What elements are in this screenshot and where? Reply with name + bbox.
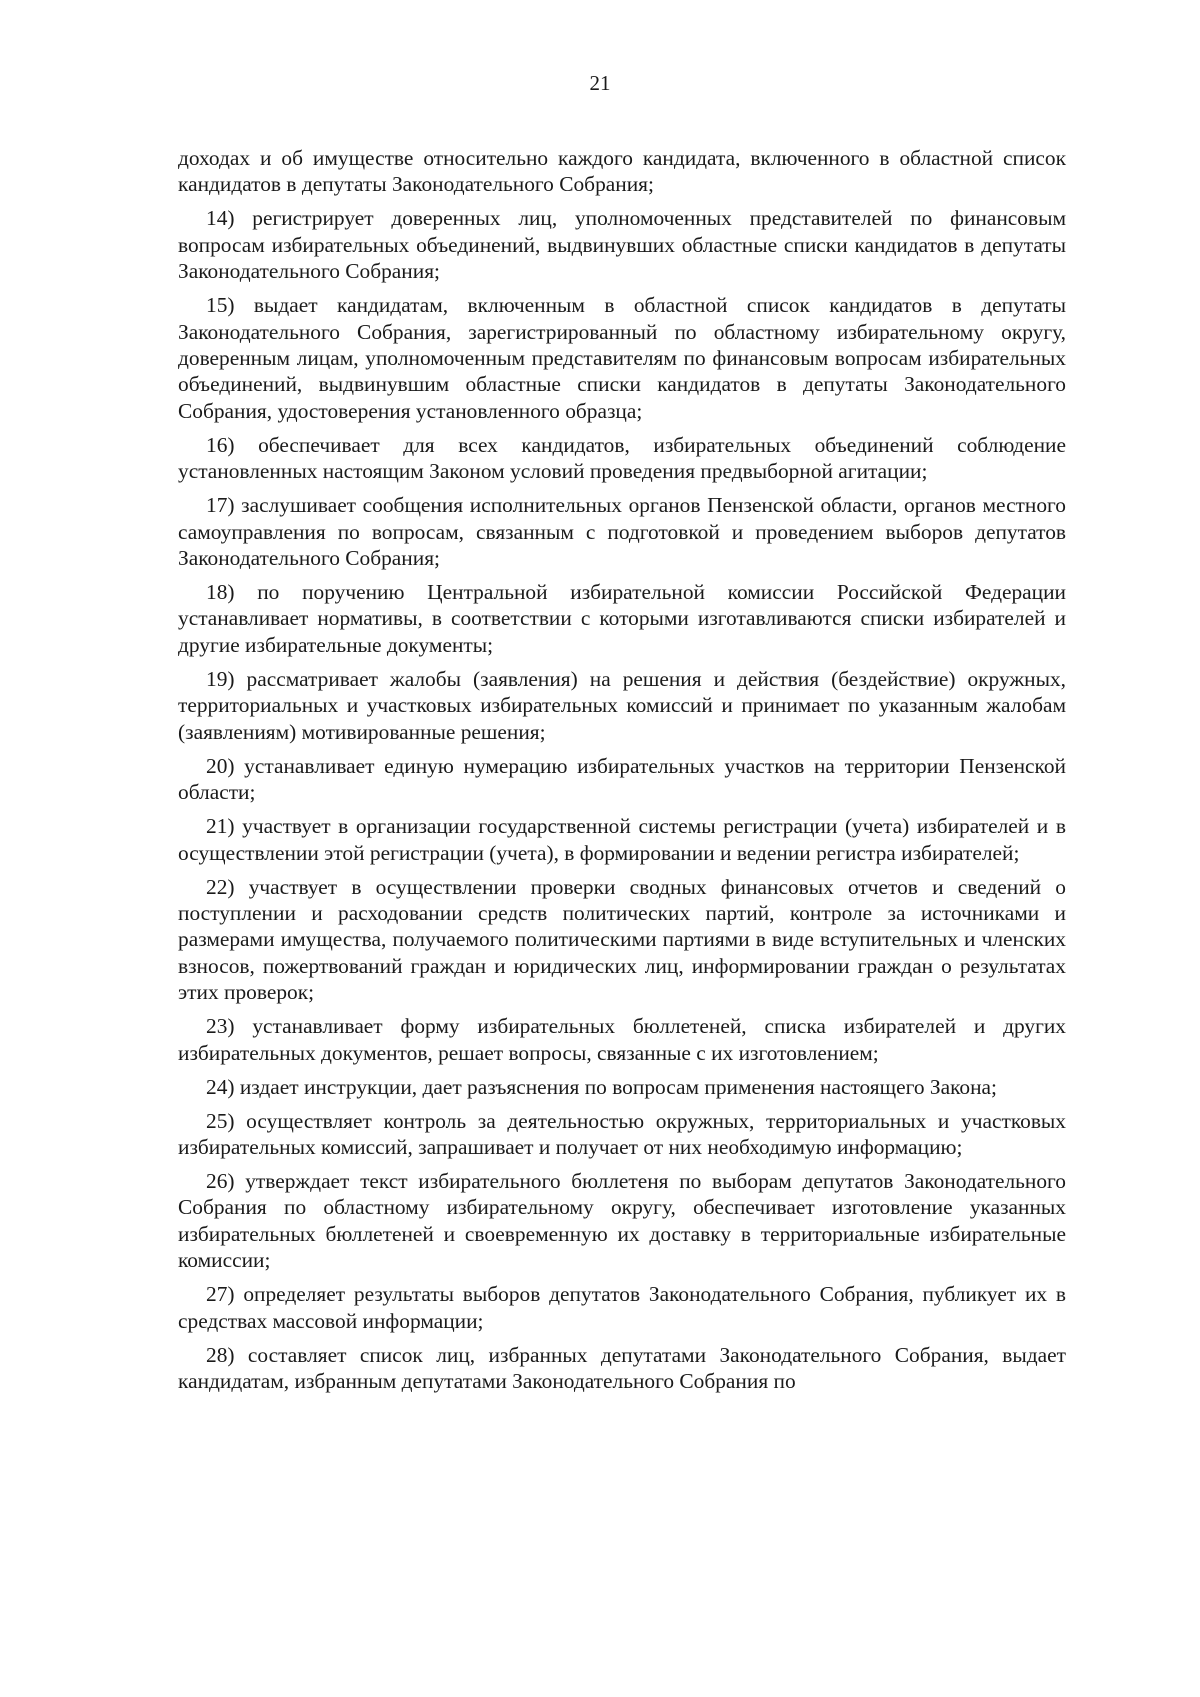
- list-item-27: 27) определяет результаты выборов депутатов Законодательного Собрания, публикует их в средствах массовой информации;: [178, 1282, 1066, 1333]
- page-number: 21: [589, 71, 611, 95]
- list-item-22: 22) участвует в осуществлении проверки сводных финансовых отчетов и сведений о поступлении и расходовании средств политических партий, контроле за источниками и размерами имущества, получаемого политическими партиями в виде вступительных и членских взносов, пожертвований граждан и юридических лиц, информировании граждан о результатах этих проверок;: [178, 874, 1066, 1005]
- list-item-18: 18) по поручению Центральной избирательной комиссии Российской Федерации устанавливает нормативы, в соответствии с которыми изготавливаются списки избирателей и другие избирательные документы;: [178, 580, 1066, 657]
- list-item-16: 16) обеспечивает для всех кандидатов, избирательных объединений соблюдение установленных настоящим Законом условий проведения предвыборной агитации;: [178, 432, 1066, 484]
- list-item-21: 21) участвует в организации государственной системы регистрации (учета) избирателей и в осуществлении этой регистрации (учета), в формировании и ведении регистра избирателей;: [178, 814, 1066, 865]
- list-item-25: 25) осуществляет контроль за деятельностью окружных, территориальных и участковых избирательных комиссий, запрашивает и получает от них необходимую информацию;: [178, 1108, 1066, 1159]
- list-item-19: 19) рассматривает жалобы (заявления) на решения и действия (бездействие) окружных, территориальных и участковых избирательных комиссий и принимает по указанным жалобам (заявлениям) мотивированные решения;: [178, 666, 1066, 744]
- document-body: [178, 145, 1066, 1394]
- list-item-14: 14) регистрирует доверенных лиц, уполномоченных представителей по финансовым вопросам избирательных объединений, выдвинувших областные списки кандидатов в депутаты Законодательного Собрания;: [178, 206, 1066, 284]
- list-item-20: 20) устанавливает единую нумерацию избирательных участков на территории Пензенской области;: [178, 753, 1066, 805]
- list-item-15: 15) выдает кандидатам, включенным в областной список кандидатов в депутаты Законодательного Собрания, зарегистрированный по областному избирательному округу, доверенным лицам, уполномоченным представителям по финансовым вопросам избирательных объединений, выдвинувшим областные списки кандидатов в депутаты Законодательного Собрания, удостоверения установленного образца;: [178, 293, 1066, 423]
- list-item-24: 24) издает инструкции, дает разъяснения по вопросам применения настоящего Закона;: [206, 1074, 997, 1099]
- list-item-23: 23) устанавливает форму избирательных бюллетеней, списка избирателей и других избирательных документов, решает вопросы, связанные с их изготовлением;: [178, 1014, 1066, 1065]
- list-item-26: 26) утверждает текст избирательного бюллетеня по выборам депутатов Законодательного Собрания по областному избирательному округу, обеспечивает изготовление указанных избирательных бюллетеней и своевременную их доставку в территориальные избирательные комиссии;: [178, 1168, 1066, 1273]
- list-item-28: 28) составляет список лиц, избранных депутатами Законодательного Собрания, выдает кандидатам, избранным депутатами Законодательного Собрания по: [178, 1342, 1066, 1393]
- list-item-17: 17) заслушивает сообщения исполнительных органов Пензенской области, органов местного самоуправления по вопросам, связанным с подготовкой и проведением выборов депутатов Законодательного Собрания;: [178, 493, 1066, 571]
- paragraph-continuation: доходах и об имуществе относительно каждого кандидата, включенного в областной список кандидатов в депутаты Законодательного Собрания;: [178, 146, 1066, 197]
